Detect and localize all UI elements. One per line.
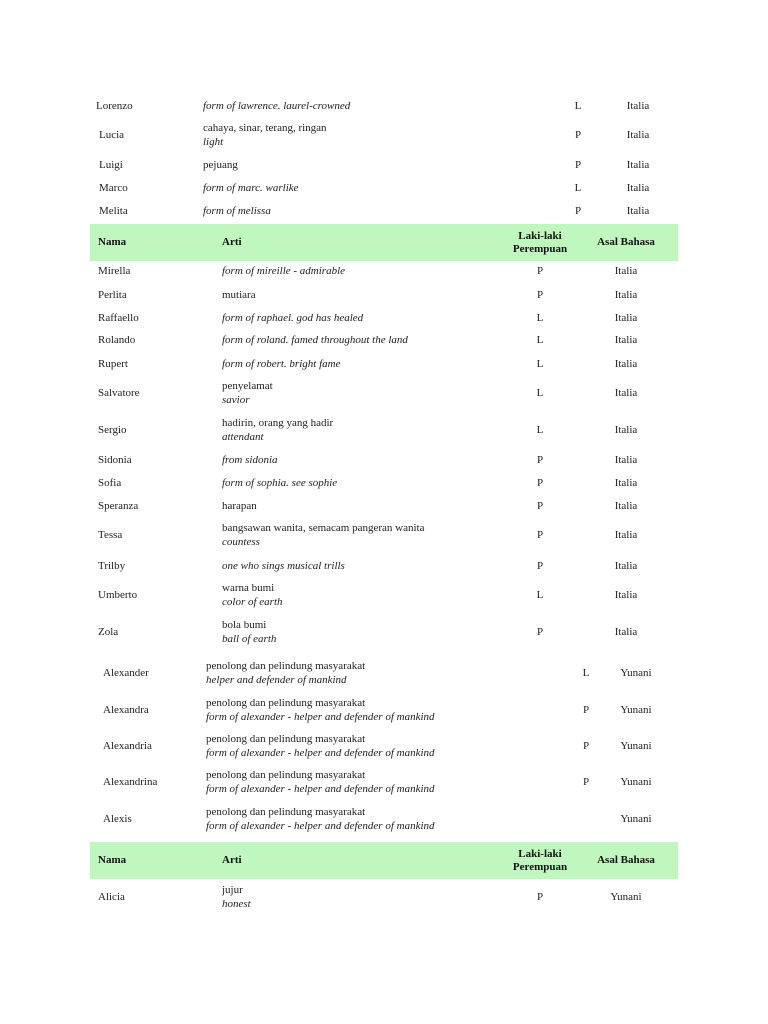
name-cell: Raffaello xyxy=(98,312,139,324)
meaning-line-1: penolong dan pelindung masyarakat xyxy=(206,733,366,745)
meaning-cell xyxy=(222,379,512,407)
table-header xyxy=(90,224,678,261)
header-gender-line-2: Perempuan xyxy=(512,242,568,255)
name-cell: Sofia xyxy=(98,477,122,489)
origin-cell: Italia xyxy=(614,529,638,541)
meaning-line-1: form of raphael. god has healed xyxy=(222,312,364,324)
meaning-cell xyxy=(222,416,512,444)
meaning-line-1: cahaya, sinar, terang, ringan xyxy=(203,122,327,134)
gender-cell: P xyxy=(536,626,544,638)
origin-cell: Yunani xyxy=(620,776,652,788)
gender-cell: L xyxy=(536,334,544,346)
table-row xyxy=(0,155,768,175)
table-row xyxy=(0,330,768,350)
gender-cell: L xyxy=(536,387,544,399)
header-gender-line-1: Laki-laki xyxy=(518,229,562,242)
gender-cell: P xyxy=(536,529,544,541)
meaning-line-2: form of alexander - helper and defender of mankind xyxy=(206,711,435,723)
origin-cell: Yunani xyxy=(610,891,642,903)
gender-cell: L xyxy=(536,589,544,601)
meaning-line-1: penolong dan pelindung masyarakat xyxy=(206,769,366,781)
origin-cell: Italia xyxy=(614,312,638,324)
meaning-line-1: penyelamat xyxy=(222,380,273,392)
origin-cell: Yunani xyxy=(620,704,652,716)
meaning-cell xyxy=(206,659,566,687)
origin-cell: Italia xyxy=(626,159,650,171)
meaning-line-1: bola bumi xyxy=(222,619,267,631)
table-row xyxy=(0,354,768,374)
meaning-cell xyxy=(222,521,512,549)
table-row xyxy=(0,556,768,576)
name-cell: Alexandrina xyxy=(103,776,158,788)
meaning-line-2: light xyxy=(203,136,224,148)
gender-cell: P xyxy=(536,289,544,301)
table-row xyxy=(0,473,768,493)
meaning-line-2: color of earth xyxy=(222,596,283,608)
name-cell: Alexander xyxy=(103,667,149,679)
meaning-line-1: form of lawrence. laurel-crowned xyxy=(203,100,351,112)
gender-cell: L xyxy=(536,312,544,324)
origin-cell: Italia xyxy=(614,454,638,466)
table-row xyxy=(0,96,768,116)
meaning-line-2: countess xyxy=(222,536,260,548)
table-row xyxy=(0,416,768,444)
origin-cell: Italia xyxy=(626,205,650,217)
meaning-cell xyxy=(222,354,512,374)
gender-cell: P xyxy=(574,159,582,171)
gender-cell: P xyxy=(582,776,590,788)
header-origin: Asal Bahasa xyxy=(597,854,655,866)
name-cell: Zola xyxy=(98,626,119,638)
origin-cell: Italia xyxy=(614,387,638,399)
meaning-line-1: from sidonia xyxy=(222,454,278,466)
gender-cell: P xyxy=(536,560,544,572)
table-row xyxy=(0,496,768,516)
table-row xyxy=(0,121,768,149)
name-cell: Umberto xyxy=(98,589,138,601)
header-gender-line-1: Laki-laki xyxy=(518,847,562,860)
header-gender xyxy=(500,224,580,261)
gender-cell: P xyxy=(536,891,544,903)
origin-cell: Italia xyxy=(614,589,638,601)
origin-cell: Italia xyxy=(614,265,638,277)
meaning-line-2: form of alexander - helper and defender of mankind xyxy=(206,747,435,759)
origin-cell: Italia xyxy=(626,129,650,141)
meaning-line-1: penolong dan pelindung masyarakat xyxy=(206,660,366,672)
meaning-line-1: hadirin, orang yang hadir xyxy=(222,417,334,429)
origin-cell: Italia xyxy=(614,477,638,489)
meaning-cell xyxy=(222,883,512,911)
header-meaning: Arti xyxy=(222,854,242,866)
meaning-cell xyxy=(203,155,563,175)
meaning-cell xyxy=(206,732,566,760)
meaning-cell xyxy=(222,308,512,328)
meaning-line-2: form of alexander - helper and defender of mankind xyxy=(206,783,435,795)
meaning-cell xyxy=(222,556,512,576)
meaning-line-1: bangsawan wanita, semacam pangeran wanita xyxy=(222,522,425,534)
table-row xyxy=(0,450,768,470)
table-row xyxy=(0,581,768,609)
origin-cell: Italia xyxy=(614,560,638,572)
name-cell: Rolando xyxy=(98,334,136,346)
origin-cell: Yunani xyxy=(620,740,652,752)
meaning-cell xyxy=(222,496,512,516)
meaning-line-1: penolong dan pelindung masyarakat xyxy=(206,697,366,709)
gender-cell: L xyxy=(574,182,582,194)
meaning-line-2: attendant xyxy=(222,431,264,443)
table-row xyxy=(0,379,768,407)
gender-cell: P xyxy=(536,500,544,512)
meaning-cell xyxy=(222,581,512,609)
name-cell: Lorenzo xyxy=(96,100,133,112)
name-cell: Sidonia xyxy=(98,454,132,466)
meaning-cell xyxy=(206,805,566,833)
header-gender xyxy=(500,842,580,879)
gender-cell: P xyxy=(574,205,582,217)
meaning-cell xyxy=(222,450,512,470)
meaning-line-1: form of sophia. see sophie xyxy=(222,477,338,489)
meaning-line-1: harapan xyxy=(222,500,257,512)
name-cell: Rupert xyxy=(98,358,128,370)
name-cell: Marco xyxy=(99,182,128,194)
origin-cell: Yunani xyxy=(620,667,652,679)
gender-cell: L xyxy=(536,358,544,370)
meaning-line-1: form of mireille - admirable xyxy=(222,265,346,277)
meaning-cell xyxy=(203,178,563,198)
name-cell: Alexis xyxy=(103,813,132,825)
meaning-cell xyxy=(206,696,566,724)
gender-cell: L xyxy=(536,424,544,436)
name-cell: Sergio xyxy=(98,424,127,436)
origin-cell: Italia xyxy=(614,626,638,638)
meaning-cell xyxy=(222,618,512,646)
table-row xyxy=(0,732,768,760)
meaning-line-1: form of marc. warlike xyxy=(203,182,299,194)
table-row xyxy=(0,696,768,724)
table-header xyxy=(90,842,678,879)
meaning-line-1: warna bumi xyxy=(222,582,275,594)
gender-cell: L xyxy=(574,100,582,112)
meaning-cell xyxy=(222,330,512,350)
meaning-cell xyxy=(222,285,512,305)
gender-cell xyxy=(566,805,606,833)
table-row xyxy=(0,805,768,833)
table-row xyxy=(0,308,768,328)
meaning-line-1: jujur xyxy=(222,884,243,896)
table-row xyxy=(0,883,768,911)
meaning-line-1: one who sings musical trills xyxy=(222,560,345,572)
table-row xyxy=(0,768,768,796)
table-row xyxy=(0,261,768,281)
name-cell: Salvatore xyxy=(98,387,140,399)
origin-cell: Italia xyxy=(614,358,638,370)
name-cell: Speranza xyxy=(98,500,139,512)
name-cell: Alexandra xyxy=(103,704,149,716)
meaning-line-2: form of alexander - helper and defender of mankind xyxy=(206,820,435,832)
gender-cell: P xyxy=(582,704,590,716)
meaning-line-2: ball of earth xyxy=(222,633,277,645)
name-cell: Luigi xyxy=(99,159,123,171)
meaning-line-1: form of robert. bright fame xyxy=(222,358,341,370)
table-row xyxy=(0,285,768,305)
meaning-cell xyxy=(222,261,512,281)
gender-cell: P xyxy=(536,265,544,277)
meaning-cell xyxy=(203,96,563,116)
origin-cell: Italia xyxy=(626,182,650,194)
table-row xyxy=(0,178,768,198)
name-cell: Melita xyxy=(99,205,128,217)
meaning-line-2: savior xyxy=(222,394,250,406)
gender-cell: L xyxy=(582,667,590,679)
header-name: Nama xyxy=(98,236,127,248)
table-row xyxy=(0,659,768,687)
meaning-line-1: form of roland. famed throughout the land xyxy=(222,334,408,346)
origin-cell: Yunani xyxy=(620,813,652,825)
origin-cell: Italia xyxy=(614,334,638,346)
table-row xyxy=(0,201,768,221)
meaning-cell xyxy=(203,201,563,221)
origin-cell: Italia xyxy=(626,100,650,112)
name-cell: Alicia xyxy=(98,891,125,903)
meaning-line-2: honest xyxy=(222,898,251,910)
origin-cell: Italia xyxy=(614,500,638,512)
origin-cell: Italia xyxy=(614,289,638,301)
meaning-line-1: form of melissa xyxy=(203,205,271,217)
header-gender-line-2: Perempuan xyxy=(512,860,568,873)
name-cell: Alexandria xyxy=(103,740,152,752)
meaning-line-1: penolong dan pelindung masyarakat xyxy=(206,806,366,818)
origin-cell: Italia xyxy=(614,424,638,436)
header-origin: Asal Bahasa xyxy=(597,236,655,248)
meaning-cell xyxy=(206,768,566,796)
name-cell: Tessa xyxy=(98,529,123,541)
meaning-line-1: pejuang xyxy=(203,159,238,171)
header-name: Nama xyxy=(98,854,127,866)
meaning-cell xyxy=(222,473,512,493)
table-row xyxy=(0,618,768,646)
gender-cell: P xyxy=(536,454,544,466)
gender-cell: P xyxy=(536,477,544,489)
name-cell: Trilby xyxy=(98,560,126,572)
header-meaning: Arti xyxy=(222,236,242,248)
gender-cell: P xyxy=(582,740,590,752)
name-cell: Mirella xyxy=(98,265,131,277)
meaning-line-1: mutiara xyxy=(222,289,256,301)
name-cell: Lucia xyxy=(99,129,125,141)
table-row xyxy=(0,521,768,549)
meaning-cell xyxy=(203,121,563,149)
name-cell: Perlita xyxy=(98,289,127,301)
gender-cell: P xyxy=(574,129,582,141)
meaning-line-2: helper and defender of mankind xyxy=(206,674,347,686)
